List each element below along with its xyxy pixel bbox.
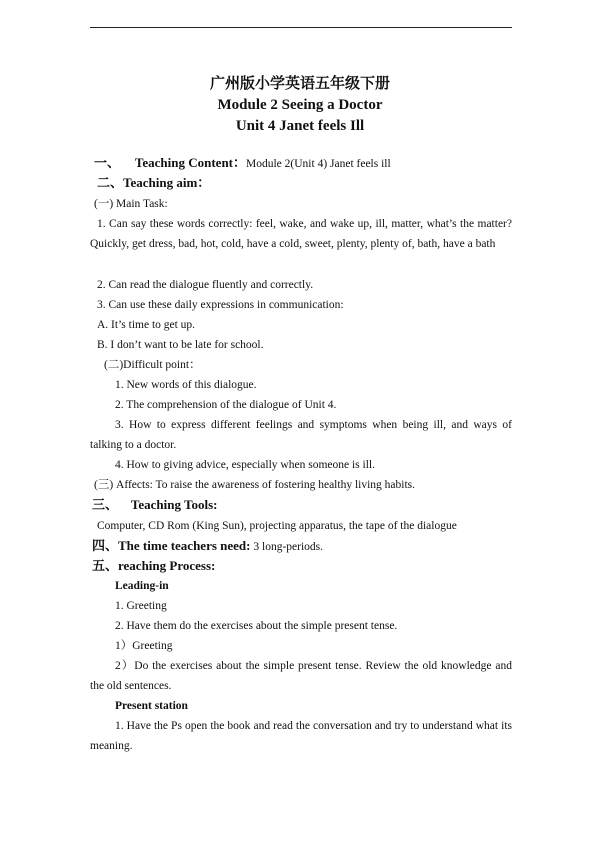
title-unit: Unit 4 Janet feels Ill (235, 118, 365, 134)
expression-a: A. It’s time to get up. (97, 319, 196, 331)
tools-text: Computer, CD Rom (King Sun), projecting apparatus, the tape of the dialogue (97, 520, 457, 532)
leading-1: 1. Greeting (115, 600, 167, 612)
leading-in-heading: Leading-in (115, 580, 169, 592)
section-number: 一、 (94, 155, 121, 170)
leading-2: 2. Have them do the exercises about the simple present tense. (115, 620, 398, 632)
task-3: 3. Can use these daily expressions in communication: (97, 299, 344, 311)
section-text: Module 2(Unit 4) Janet feels ill (246, 158, 391, 170)
section-label: Teaching Content： (134, 155, 247, 170)
section-label: 四、The time teachers need: (92, 538, 251, 553)
main-task-heading: (一) Main Task: (94, 198, 168, 210)
title-chinese: 广州版小学英语五年级下册 (209, 76, 390, 92)
difficult-4: 4. How to giving advice, especially when someone is ill. (115, 459, 375, 471)
difficult-3: 3. How to express different feelings and symptoms when being ill, and ways of talking to a doctor. (90, 419, 512, 452)
section-teaching-process: 五、reaching Process: (92, 558, 216, 573)
header-rule (90, 27, 512, 28)
section-label: Teaching Tools: (130, 497, 218, 512)
difficult-2: 2. The comprehension of the dialogue of Unit 4. (115, 399, 337, 411)
section-number: 三、 (92, 497, 119, 512)
expression-b: B. I don’t want to be late for school. (97, 339, 264, 351)
leading-4: 2）Do the exercises about the simple present tense. Review the old knowledge and the old sentences. (90, 660, 512, 693)
leading-3: 1）Greeting (115, 640, 173, 652)
title-module: Module 2 Seeing a Doctor (217, 97, 383, 113)
present-1: 1. Have the Ps open the book and read the conversation and try to understand what its meaning. (90, 720, 512, 753)
section-text: 3 long-periods. (253, 541, 324, 553)
task-2: 2. Can read the dialogue fluently and correctly. (97, 279, 314, 291)
section-teaching-content (94, 156, 391, 171)
section-teaching-tools (92, 498, 217, 513)
task-1: 1. Can say these words correctly: feel, wake, and wake up, ill, matter, what’s the matter? Quickly, get dress, bad, hot, cold, have a cold, sweet, plenty, plenty of, bath, have a bath (90, 218, 512, 251)
present-station-heading: Present station (115, 700, 188, 712)
section-teaching-aim: 二、Teaching aim： (97, 175, 211, 190)
difficult-point-heading: (二)Difficult point： (104, 359, 201, 371)
difficult-1: 1. New words of this dialogue. (115, 379, 257, 391)
affects: (三) Affects: To raise the awareness of fostering healthy living habits. (94, 479, 416, 491)
document-titles (0, 74, 600, 137)
section-time-needed (92, 539, 323, 554)
